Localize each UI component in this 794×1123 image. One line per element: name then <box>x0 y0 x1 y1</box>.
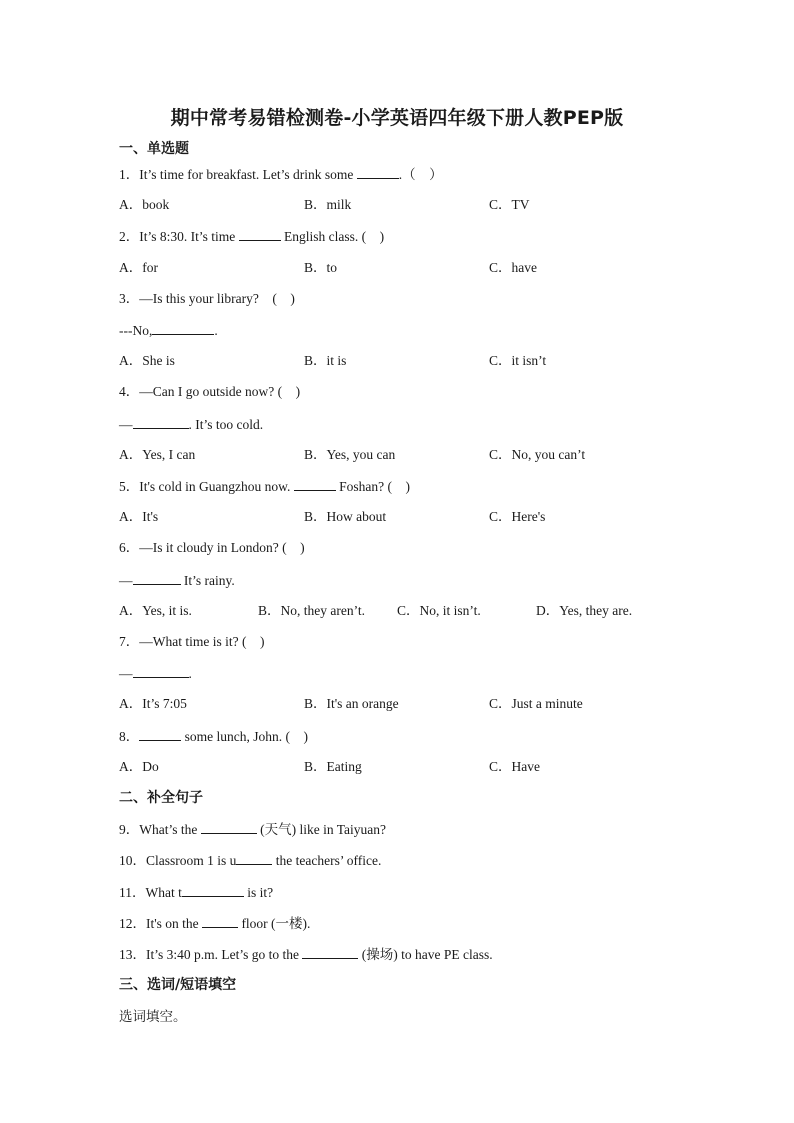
question-10 <box>119 851 381 870</box>
option-a: A．book <box>119 197 170 212</box>
option-b: B．to <box>304 260 338 275</box>
question-7-response-text: — <box>119 666 133 681</box>
question-4-response-text: — <box>119 417 133 432</box>
question-1-tail: .（ ） <box>398 167 443 182</box>
question-13-text: 13．It’s 3:40 p.m. Let’s go to the <box>119 947 303 962</box>
answer-blank <box>182 883 244 897</box>
option-a: A．Yes, it is. <box>119 603 192 618</box>
question-9-tail: (天气) like in Taiyuan? <box>256 822 387 837</box>
option-c: C．have <box>489 260 537 275</box>
answer-blank <box>239 227 281 241</box>
answer-blank <box>139 727 181 741</box>
option-a: A．It's <box>119 509 159 524</box>
answer-blank <box>236 851 272 865</box>
question-4-response-tail: . It’s too cold. <box>188 417 264 432</box>
question-11 <box>119 883 273 902</box>
section-heading-single-choice: 一、单选题 <box>119 141 189 157</box>
question-10-text: 10．Classroom 1 is u <box>119 853 237 868</box>
option-d: D．Yes, they are. <box>536 603 633 618</box>
option-b: B．How about <box>304 509 387 524</box>
answer-blank <box>302 945 358 959</box>
question-9-text: 9．What’s the <box>119 822 201 837</box>
answer-blank <box>202 914 238 928</box>
page-title: 期中常考易错检测卷-小学英语四年级下册人教PEP版 <box>170 107 624 129</box>
question-1 <box>119 165 443 184</box>
question-11-text: 11．What t <box>119 885 182 900</box>
option-b: B．it is <box>304 353 347 368</box>
section-heading-word-fill: 三、选词/短语填空 <box>119 977 237 993</box>
answer-blank <box>294 477 336 491</box>
question-4-response <box>119 415 263 434</box>
answer-blank <box>133 571 181 585</box>
question-5-text: 5．It's cold in Guangzhou now. <box>119 479 294 494</box>
question-2 <box>119 227 384 246</box>
option-b: B．milk <box>304 197 352 212</box>
question-13 <box>119 945 493 964</box>
question-13-tail: (操场) to have PE class. <box>358 947 493 962</box>
option-a: A．It’s 7:05 <box>119 696 187 711</box>
question-3: 3．—Is this your library? ( ) <box>119 291 295 306</box>
question-11-tail: is it? <box>243 885 274 900</box>
section-3-instruction: 选词填空。 <box>119 1009 187 1025</box>
question-4: 4．—Can I go outside now? ( ) <box>119 384 301 399</box>
option-c: C．it isn’t <box>489 353 547 368</box>
question-9 <box>119 820 386 839</box>
question-6: 6．—Is it cloudy in London? ( ) <box>119 540 305 555</box>
option-c: C．Here's <box>489 509 546 524</box>
option-a: A．Yes, I can <box>119 447 196 462</box>
question-6-response <box>119 571 235 590</box>
option-a: A．for <box>119 260 158 275</box>
question-3-response-text: ---No, <box>119 323 153 338</box>
answer-blank <box>152 321 214 335</box>
question-3-response <box>119 321 218 340</box>
question-7-response-tail: . <box>188 666 192 681</box>
answer-blank <box>357 165 399 179</box>
question-12 <box>119 914 310 933</box>
option-c: C．No, it isn’t. <box>397 603 481 618</box>
option-c: C．Have <box>489 759 540 774</box>
option-c: C．Just a minute <box>489 696 583 711</box>
question-10-tail: the teachers’ office. <box>272 853 382 868</box>
option-c: C．TV <box>489 197 530 212</box>
question-6-response-tail: It’s rainy. <box>180 573 235 588</box>
answer-blank <box>133 415 189 429</box>
question-5 <box>119 477 410 496</box>
question-1-text: 1．It’s time for breakfast. Let’s drink some <box>119 167 357 182</box>
question-3-response-tail: . <box>214 323 218 338</box>
question-12-tail: floor (一楼). <box>238 916 311 931</box>
question-12-text: 12．It's on the <box>119 916 203 931</box>
option-b: B．No, they aren’t. <box>258 603 365 618</box>
section-heading-complete-sentences: 二、补全句子 <box>119 790 203 806</box>
option-b: B．It's an orange <box>304 696 399 711</box>
option-c: C．No, you can’t <box>489 447 586 462</box>
question-8 <box>119 727 308 746</box>
question-5-tail: Foshan? ( ) <box>335 479 411 494</box>
answer-blank <box>201 820 257 834</box>
option-a: A．She is <box>119 353 175 368</box>
question-2-tail: English class. ( ) <box>280 229 385 244</box>
question-8-tail: some lunch, John. ( ) <box>181 729 308 744</box>
question-7-response <box>119 664 192 683</box>
question-8-text: 8． <box>119 729 140 744</box>
option-b: B．Eating <box>304 759 362 774</box>
question-2-text: 2．It’s 8:30. It’s time <box>119 229 239 244</box>
answer-blank <box>133 664 189 678</box>
option-b: B．Yes, you can <box>304 447 396 462</box>
question-7: 7．—What time is it? ( ) <box>119 634 265 649</box>
question-6-response-text: — <box>119 573 133 588</box>
option-a: A．Do <box>119 759 159 774</box>
